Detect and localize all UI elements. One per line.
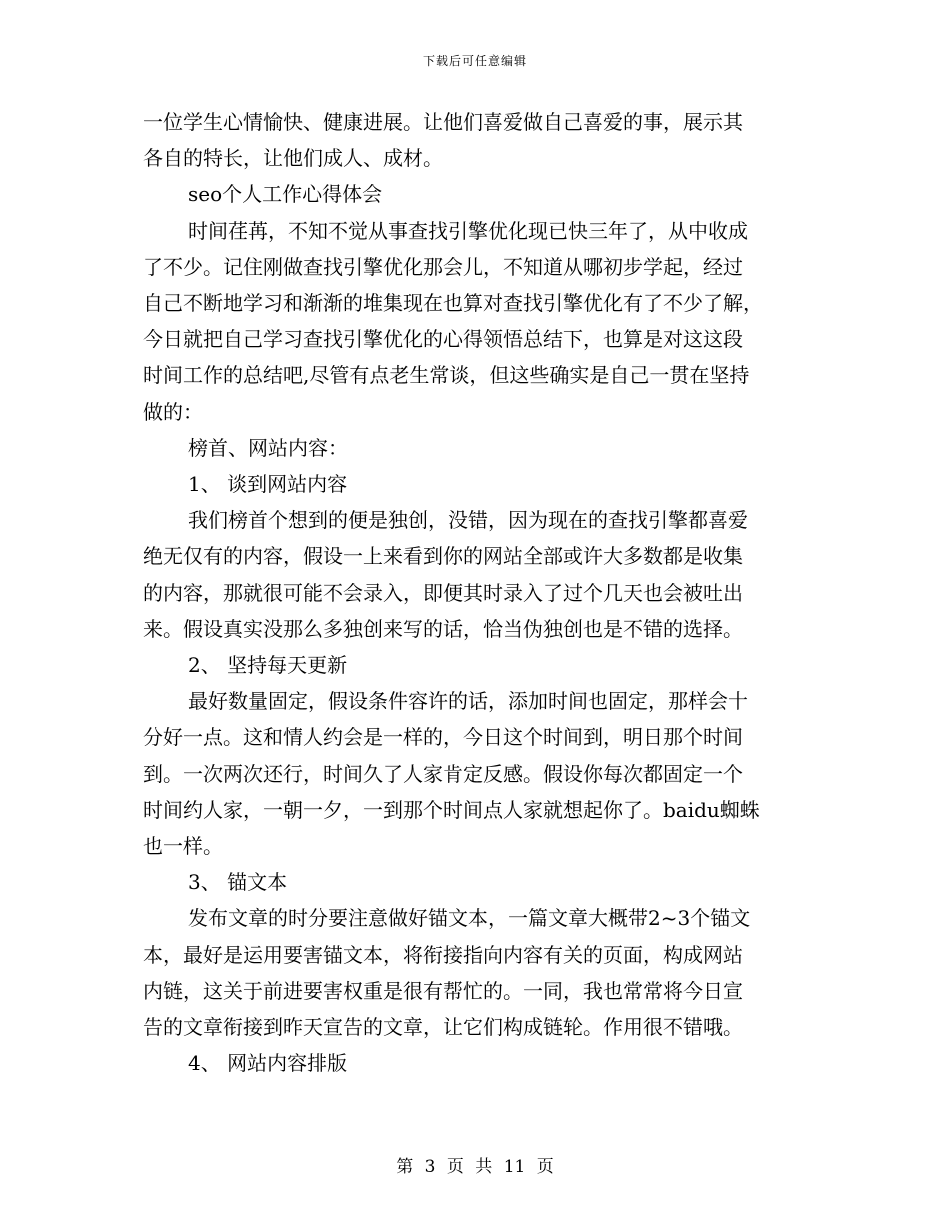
text-line: 的内容，那就很可能不会录入，即便其时录入了过个几天也会被吐出: [143, 580, 743, 605]
text-line: 到。一次两次还行，时间久了人家肯定反感。假设你每次都固定一个: [143, 761, 743, 786]
text-line: 绝无仅有的内容，假设一上来看到你的网站全部或许大多数都是收集: [143, 544, 743, 569]
text-line: seo个人工作心得体会: [188, 182, 383, 207]
text-line: 也一样。: [143, 834, 223, 859]
text-line: 3、 锚文本: [188, 870, 288, 895]
text-line: 时间工作的总结吧,尽管有点老生常谈，但这些确实是自己一贯在坚持: [143, 363, 750, 388]
text-line: 今日就把自己学习查找引擎优化的心得领悟总结下，也算是对这这段: [143, 327, 743, 352]
text-line: 榜首、网站内容：: [188, 435, 348, 460]
text-line: 告的文章衔接到昨天宣告的文章，让它们构成链轮。作用很不错哦。: [143, 1015, 743, 1040]
text-line: 4、 网站内容排版: [188, 1051, 348, 1076]
page-footer: 第 3 页 共 11 页: [396, 1157, 554, 1177]
text-line: 时间约人家，一朝一夕，一到那个时间点人家就想起你了。baidu蜘蛛: [143, 797, 760, 822]
text-line: 最好数量固定，假设条件容许的话，添加时间也固定，那样会十: [188, 689, 748, 714]
text-line: 本，最好是运用要害锚文本，将衔接指向内容有关的页面，构成网站: [143, 942, 743, 967]
text-line: 2、 坚持每天更新: [188, 653, 348, 678]
text-line: 分好一点。这和情人约会是一样的，今日这个时间到，明日那个时间: [143, 725, 743, 750]
text-line: 来。假设真实没那么多独创来写的话，恰当伪独创也是不错的选择。: [143, 616, 743, 641]
text-line: 1、 谈到网站内容: [188, 472, 348, 497]
page-header: 下载后可任意编辑: [422, 54, 527, 68]
text-line: 我们榜首个想到的便是独创，没错，因为现在的查找引擎都喜爱: [188, 508, 748, 533]
text-line: 了不少。记住刚做查找引擎优化那会儿，不知道从哪初步学起，经过: [143, 254, 743, 279]
text-line: 各自的特长，让他们成人、成材。: [143, 146, 443, 171]
text-line: 自己不断地学习和渐渐的堆集现在也算对查找引擎优化有了不少了解，: [143, 291, 763, 316]
text-line: 内链，这关于前进要害权重是很有帮忙的。一同，我也常常将今日宣: [143, 978, 743, 1003]
document-body: [143, 104, 808, 1081]
text-line: 时间荏苒，不知不觉从事查找引擎优化现已快三年了，从中收成: [188, 218, 748, 243]
text-line: 做的：: [143, 399, 203, 424]
text-line: 发布文章的时分要注意做好锚文本，一篇文章大概带2~3个锚文: [188, 906, 751, 931]
text-line: 一位学生心情愉快、健康进展。让他们喜爱做自己喜爱的事，展示其: [143, 110, 743, 134]
